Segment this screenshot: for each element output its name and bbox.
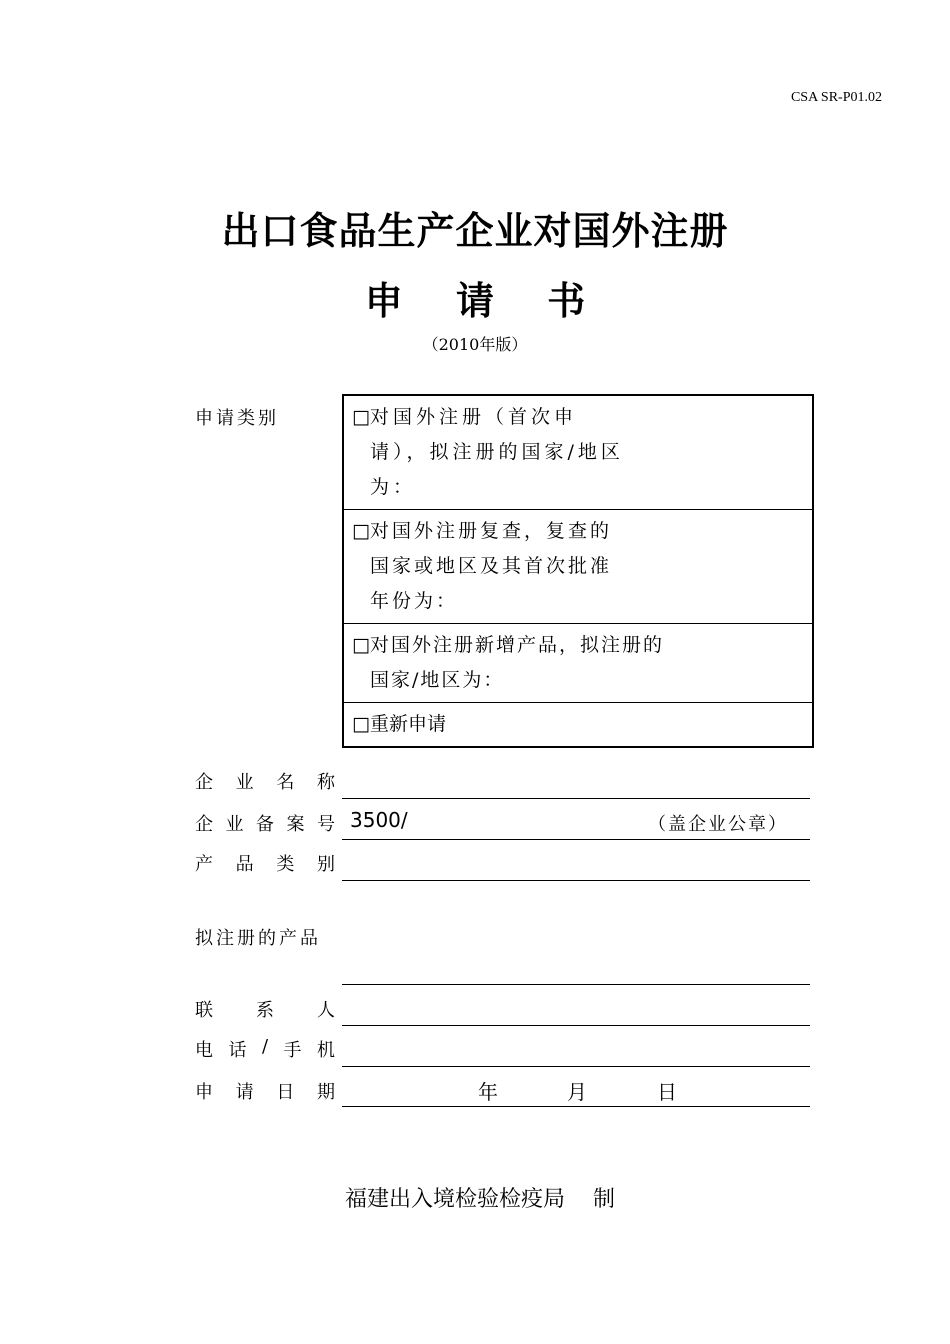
subtitle-char: 申 [364,279,403,323]
option-text: 对国外注册（首次申请），拟注册的国家/地区为： [369,406,624,498]
option-text: 重新申请 [369,713,446,735]
registration-no-label: 企 业 备 案 号 [195,814,335,835]
product-category-field[interactable] [342,880,810,881]
checkbox[interactable]: □ [352,520,370,542]
option-text: 对国外注册复查，复查的国家或地区及其首次批准年份为： [369,520,612,612]
date-label: 申 请 日 期 [195,1082,335,1103]
date-month-label: 月 [567,1080,587,1104]
contact-label: 联 系 人 [195,1000,335,1021]
option-text: 对国外注册新增产品，拟注册的国家/地区为： [369,634,664,691]
date-year-label: 年 [478,1080,498,1104]
subtitle-char: 请 [455,279,494,323]
document-code: CSA SR-P01.02 [790,90,882,105]
application-type-box [342,394,814,748]
seal-note: （盖企业公章） [648,814,788,835]
registration-no-field[interactable] [342,839,810,840]
issuer-name: 福建出入境检验检疫局 [345,1187,566,1212]
option-new-product[interactable] [344,624,812,703]
issuer-suffix: 制 [593,1187,616,1212]
option-first-registration[interactable] [344,396,812,510]
checkbox[interactable]: □ [352,713,370,735]
products-field[interactable] [342,984,810,985]
subtitle-char: 书 [547,279,586,323]
document-subtitle [0,270,950,325]
product-category-label: 产 品 类 别 [195,854,335,875]
date-day-label: 日 [657,1080,677,1104]
company-name-label: 企 业 名 称 [195,772,335,793]
option-review[interactable] [344,510,812,624]
application-type-label: 申请类别 [195,408,279,429]
phone-field[interactable] [342,1066,810,1067]
registration-no-value[interactable]: 3500/ [350,808,408,832]
document-title: 出口食品生产企业对国外注册 [221,209,729,253]
products-label: 拟注册的产品 [195,928,321,949]
phone-label: 电 话 / 手 机 [195,1036,335,1061]
option-reapply[interactable] [344,703,812,746]
date-field[interactable] [342,1106,810,1107]
checkbox[interactable]: □ [352,634,370,656]
checkbox[interactable]: □ [352,406,370,428]
contact-field[interactable] [342,1025,810,1026]
issuer [345,1182,615,1213]
edition-note: （2010年版） [422,335,528,354]
company-name-field[interactable] [342,798,810,799]
